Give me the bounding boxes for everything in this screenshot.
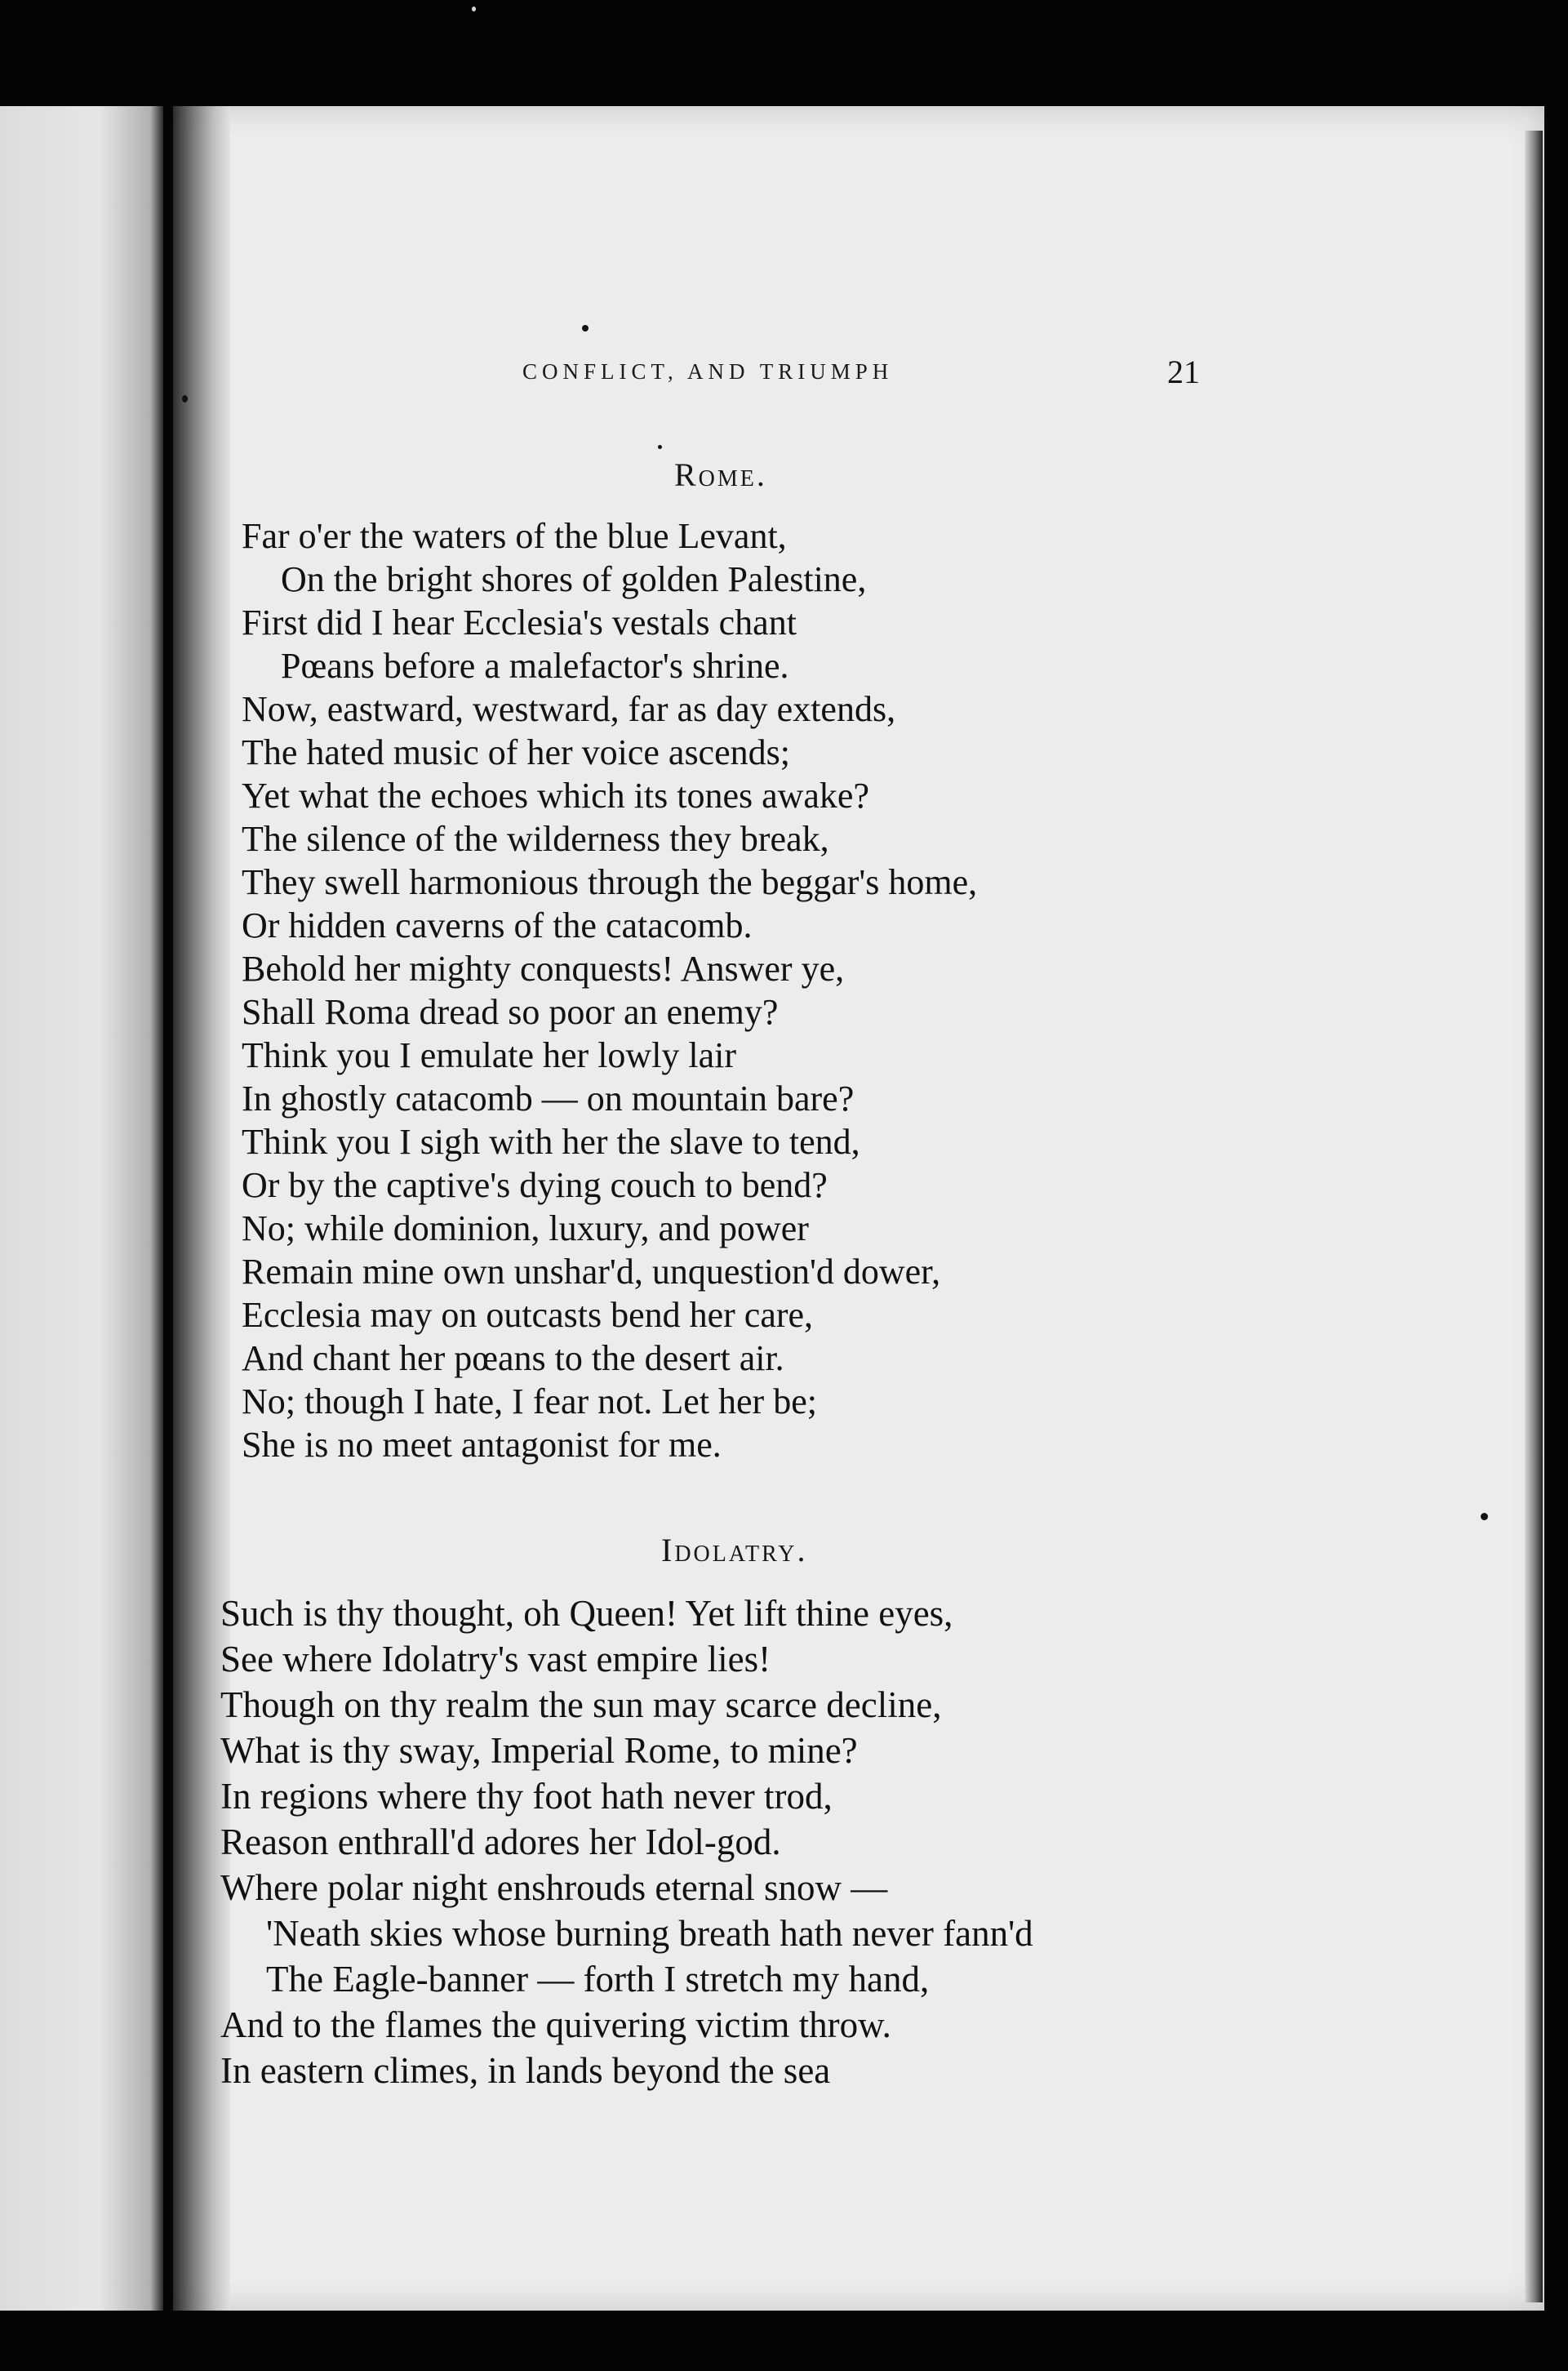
poem-line: Behold her mighty conquests! Answer ye, bbox=[242, 949, 845, 989]
poem-idolatry bbox=[220, 1590, 1033, 2093]
poem-line: Shall Roma dread so poor an enemy? bbox=[242, 992, 779, 1032]
poem-line: Reason enthrall'd adores her Idol-god. bbox=[220, 1822, 781, 1862]
ink-speck bbox=[658, 445, 662, 449]
poem-line: Such is thy thought, oh Queen! Yet lift thine eyes, bbox=[220, 1593, 953, 1634]
poem-line: And chant her pœans to the desert air. bbox=[242, 1338, 784, 1378]
page-right-edge bbox=[1525, 131, 1543, 2302]
poem-line: 'Neath skies whose burning breath hath never fann'd bbox=[266, 1913, 1033, 1954]
poem-line: In regions where thy foot hath never trod, bbox=[220, 1776, 833, 1817]
poem-line: Where polar night enshrouds eternal snow — bbox=[220, 1867, 888, 1908]
poem-line: She is no meet antagonist for me. bbox=[242, 1425, 722, 1465]
poem-line: The hated music of her voice ascends; bbox=[242, 732, 790, 772]
poem-line: Ecclesia may on outcasts bend her care, bbox=[242, 1295, 814, 1335]
poem-line: No; while dominion, luxury, and power bbox=[242, 1208, 809, 1248]
ink-speck bbox=[582, 325, 589, 331]
running-head-title: CONFLICT, AND TRIUMPH bbox=[522, 359, 894, 384]
poem-line: Though on thy realm the sun may scarce decline, bbox=[220, 1684, 942, 1725]
poem-line: Remain mine own unshar'd, unquestion'd dower, bbox=[242, 1252, 941, 1292]
poem-line: On the bright shores of golden Palestine, bbox=[281, 559, 867, 599]
poem-line: The silence of the wilderness they break, bbox=[242, 819, 829, 859]
poem-line: First did I hear Ecclesia's vestals chant bbox=[242, 603, 797, 643]
dust-speck bbox=[472, 7, 476, 11]
poem-line: Or by the captive's dying couch to bend? bbox=[242, 1165, 828, 1205]
poem-line: See where Idolatry's vast empire lies! bbox=[220, 1639, 771, 1679]
poem-line: Think you I emulate her lowly lair bbox=[242, 1035, 737, 1075]
poem-line: Or hidden caverns of the catacomb. bbox=[242, 905, 753, 945]
facing-page-edge bbox=[0, 106, 163, 2311]
poem-line: They swell harmonious through the beggar's home, bbox=[242, 862, 978, 902]
poem-line: And to the flames the quivering victim throw. bbox=[220, 2004, 891, 2045]
ink-speck bbox=[1481, 1513, 1488, 1520]
poem-line: Far o'er the waters of the blue Levant, bbox=[242, 516, 787, 556]
poem-line: The Eagle-banner — forth I stretch my hand, bbox=[266, 1959, 930, 2000]
poem-rome bbox=[242, 514, 977, 1466]
poem-line: Now, eastward, westward, far as day extends, bbox=[242, 689, 896, 729]
poem-line: Yet what the echoes which its tones awake? bbox=[242, 776, 869, 816]
section-title-rome: Rome. bbox=[674, 456, 767, 493]
page-number: 21 bbox=[1167, 354, 1200, 390]
poem-line: What is thy sway, Imperial Rome, to mine? bbox=[220, 1730, 858, 1771]
running-head bbox=[0, 354, 1568, 408]
poem-line: Pœans before a malefactor's shrine. bbox=[281, 646, 789, 686]
section-title-idolatry: Idolatry. bbox=[661, 1532, 808, 1568]
poem-line: No; though I hate, I fear not. Let her be; bbox=[242, 1381, 817, 1421]
poem-line: In ghostly catacomb — on mountain bare? bbox=[242, 1079, 855, 1119]
poem-line: In eastern climes, in lands beyond the sea bbox=[220, 2050, 831, 2091]
poem-line: Think you I sigh with her the slave to tend, bbox=[242, 1122, 860, 1162]
